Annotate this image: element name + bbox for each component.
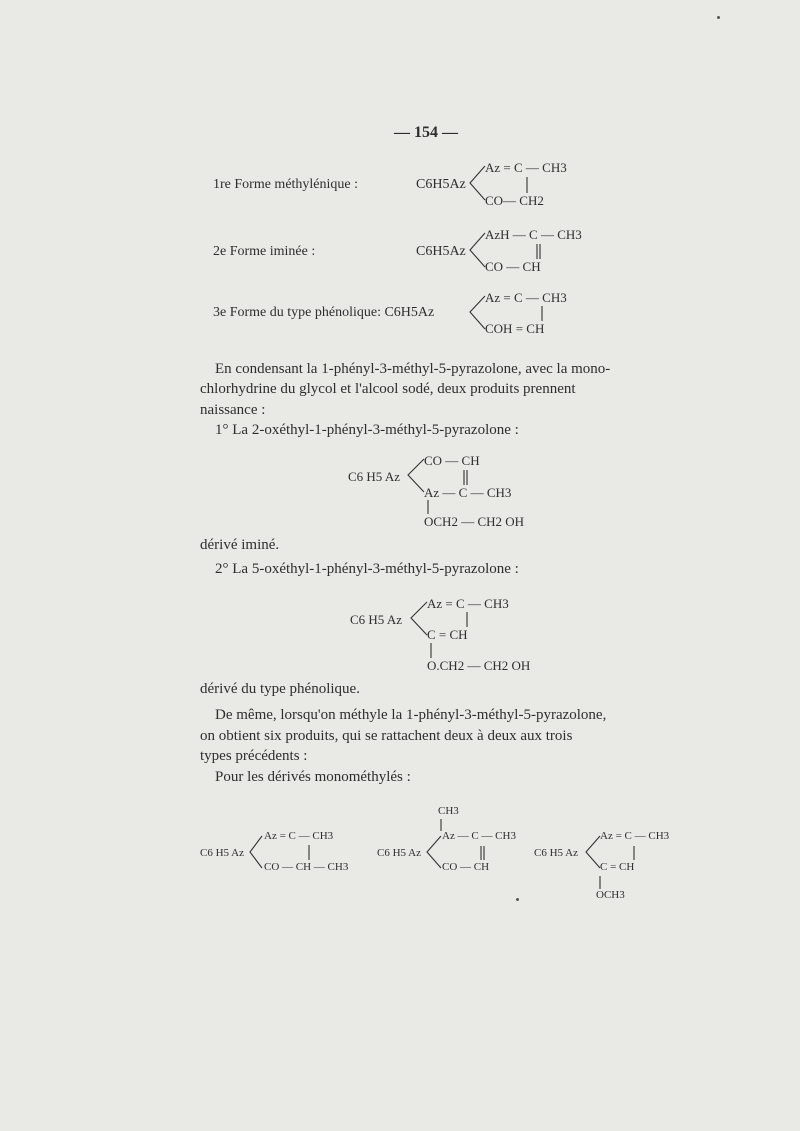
bottom-c-top: Az = C — CH3 (600, 830, 670, 842)
form2-prefix: C6H5Az (416, 244, 466, 259)
page-number: — 154 — (394, 124, 458, 141)
bottom-a-brace (250, 836, 262, 868)
ink-speck (516, 898, 519, 901)
bottom-b-brace (427, 836, 441, 868)
para1-line2: chlorhydrine du glycol et l'alcool sodé, deux produits prennent (200, 381, 576, 397)
bottom-b-ch3: CH3 (438, 805, 459, 817)
form3-top: Az = C — CH3 (485, 290, 567, 305)
struct1-prefix: C6 H5 Az (348, 469, 400, 484)
bottom-c-bottom: OCH3 (596, 889, 625, 901)
caption1: dérivé iminé. (200, 537, 280, 553)
bottom-a-bottom: CO — CH — CH3 (264, 861, 349, 873)
bottom-c-middle: C = CH (600, 861, 635, 873)
struct2-prefix: C6 H5 Az (350, 612, 402, 627)
struct1-brace (408, 459, 424, 492)
bottom-b-top: Az — C — CH3 (442, 830, 516, 842)
bottom-b-bottom: CO — CH (442, 861, 490, 873)
bottom-a-prefix: C6 H5 Az (200, 847, 244, 859)
item1: 1° La 2-oxéthyl-1-phényl-3-méthyl-5-pyrazolone : (215, 422, 519, 438)
form1-bottom: CO— CH2 (485, 193, 544, 208)
form2-bottom: CO — CH (485, 259, 541, 274)
bottom-b-prefix: C6 H5 Az (377, 847, 421, 859)
form3-brace (470, 296, 485, 329)
struct2-brace (411, 602, 427, 635)
form3-bottom: COH = CH (485, 321, 545, 336)
form3-label: 3e Forme du type phénolique: C6H5Az (213, 305, 435, 320)
bottom-c-prefix: C6 H5 Az (534, 847, 578, 859)
struct2-middle: C = CH (427, 627, 468, 642)
struct1-middle: Az — C — CH3 (424, 485, 512, 500)
bottom-a-top: Az = C — CH3 (264, 830, 334, 842)
para2-line3: types précédents : (200, 748, 308, 764)
para2-line2: on obtient six produits, qui se rattachent deux à deux aux trois (200, 728, 573, 744)
para2-line1: De même, lorsqu'on méthyle la 1-phényl-3-méthyl-5-pyrazolone, (215, 707, 607, 723)
form1-label: 1re Forme méthylénique : (213, 177, 359, 192)
ink-speck (717, 16, 720, 19)
struct2-top: Az = C — CH3 (427, 596, 509, 611)
struct1-bottom: OCH2 — CH2 OH (424, 514, 525, 529)
para3: Pour les dérivés monométhylés : (215, 769, 411, 785)
bottom-c-brace (586, 836, 600, 868)
struct2-bottom: O.CH2 — CH2 OH (427, 658, 531, 673)
form1-top: Az = C — CH3 (485, 160, 567, 175)
form2-brace (470, 233, 485, 267)
para1-line3: naissance : (200, 402, 266, 418)
item2: 2° La 5-oxéthyl-1-phényl-3-méthyl-5-pyrazolone : (215, 561, 519, 577)
para1-line1: En condensant la 1-phényl-3-méthyl-5-pyrazolone, avec la mono- (215, 361, 611, 377)
form2-top: AzH — C — CH3 (485, 227, 582, 242)
struct1-top: CO — CH (424, 453, 480, 468)
form1-prefix: C6H5Az (416, 177, 466, 192)
caption2: dérivé du type phénolique. (200, 681, 360, 697)
form2-label: 2e Forme iminée : (213, 244, 316, 259)
form1-brace (470, 166, 485, 200)
